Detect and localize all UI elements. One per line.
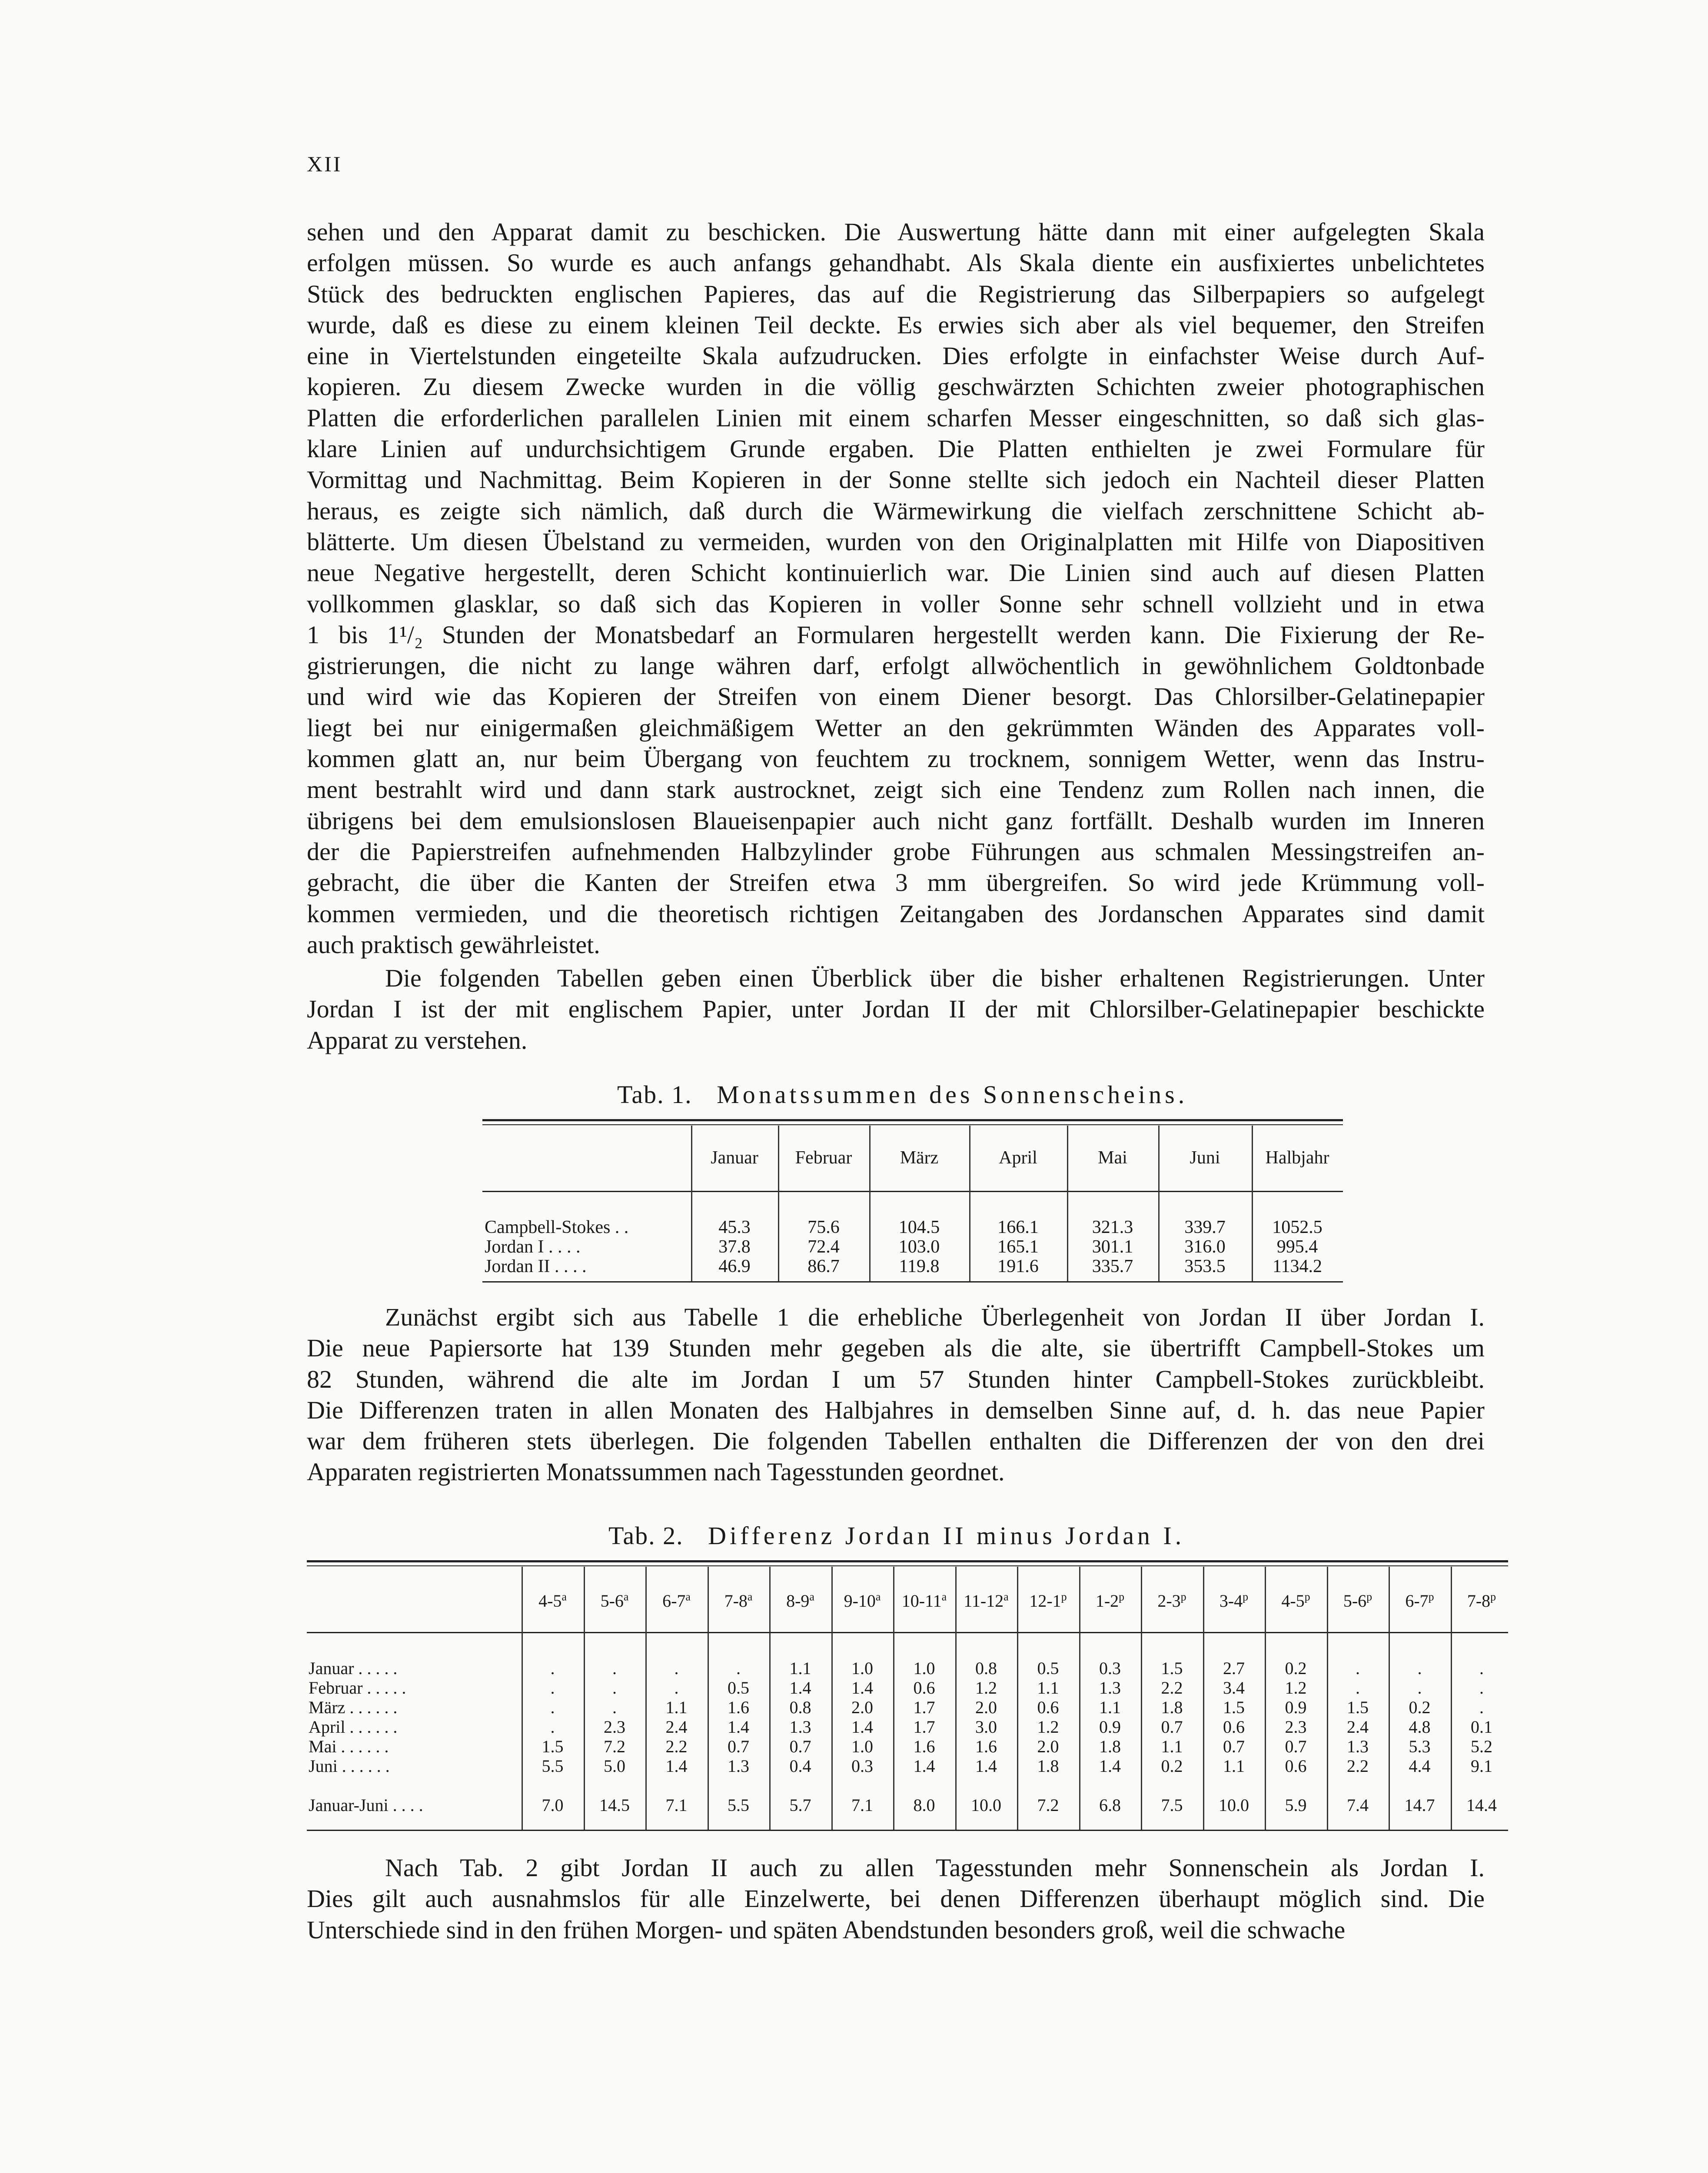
- text-line: Die neue Papiersorte hat 139 Stunden mehr gegeben als die alte, sie übertrifft Campbell-Stokes um: [307, 1334, 1485, 1362]
- hour-range: 9-10: [844, 1591, 876, 1611]
- table-cell: 2.2: [1347, 1756, 1369, 1776]
- table-cell: 1.4: [975, 1756, 997, 1776]
- table-cell: 316.0: [1184, 1237, 1226, 1257]
- column-header: [1265, 1591, 1327, 1611]
- table-cell: 0.6: [1223, 1717, 1245, 1737]
- table-cell: 1.5: [542, 1737, 564, 1756]
- table-cell: 0.6: [1037, 1698, 1059, 1717]
- table-cell: 1.3: [728, 1756, 749, 1776]
- table-cell: 2.4: [1347, 1717, 1369, 1737]
- tab1-caption-label: Tab. 1.: [617, 1080, 692, 1109]
- hour-suffix: p: [1304, 1590, 1310, 1603]
- hour-range: 3-4: [1219, 1591, 1243, 1611]
- table-cell: .: [736, 1658, 741, 1678]
- table-cell: 0.5: [728, 1678, 749, 1698]
- row-label: April . . . . . .: [309, 1717, 398, 1737]
- table-cell: 2.3: [604, 1717, 625, 1737]
- column-header: Juni: [1190, 1148, 1220, 1168]
- hour-suffix: p: [1366, 1590, 1372, 1603]
- hour-suffix: p: [1243, 1590, 1249, 1603]
- table-cell: 0.1: [1471, 1717, 1492, 1737]
- table-cell: 1.0: [851, 1737, 873, 1756]
- table-cell: 75.6: [807, 1217, 840, 1237]
- table-cell: 301.1: [1092, 1237, 1133, 1257]
- paragraph-2: [307, 963, 1485, 1056]
- table-cell: .: [612, 1698, 617, 1717]
- hour-range: 6-7: [662, 1591, 686, 1611]
- text-line: Die Differenzen traten in allen Monaten des Halbjahres in demselben Sinne auf, d. h. das neue Papier: [307, 1396, 1485, 1424]
- column-header: [1017, 1591, 1079, 1611]
- table-cell: 10.0: [971, 1795, 1001, 1815]
- column-header: Januar: [711, 1148, 758, 1168]
- table-cell: 335.7: [1092, 1256, 1133, 1276]
- text-line: Apparaten registrierten Monatssummen nach Tagesstunden geordnet.: [307, 1458, 1005, 1486]
- page-number: XII: [307, 152, 342, 176]
- table-cell: 1.5: [1223, 1698, 1245, 1717]
- table-cell: .: [1417, 1658, 1422, 1678]
- table-cell: 0.3: [851, 1756, 873, 1776]
- hour-range: 10-11: [901, 1591, 942, 1611]
- table-rule: [482, 1124, 1343, 1125]
- table-cell: 5.2: [1471, 1737, 1492, 1756]
- row-label: Februar . . . . .: [309, 1678, 406, 1698]
- table-cell: 1.6: [913, 1737, 935, 1756]
- table-cell: 2.0: [851, 1698, 873, 1717]
- table-cell: 1.7: [913, 1698, 935, 1717]
- table-cell: 0.4: [789, 1756, 811, 1776]
- table-cell: 995.4: [1276, 1237, 1318, 1257]
- table-cell: 14.7: [1404, 1795, 1435, 1815]
- table-cell: 1.8: [1037, 1756, 1059, 1776]
- table-cell: 1.5: [1347, 1698, 1369, 1717]
- text-line: Platten die erforderlichen parallelen Linien mit einem scharfen Messer eingeschnitten, so daß sich glas-: [307, 403, 1485, 432]
- hour-range: 5-6: [600, 1591, 624, 1611]
- table-rule: [307, 1560, 1508, 1562]
- table-cell: 1.4: [789, 1678, 811, 1698]
- table-cell: 7.2: [604, 1737, 625, 1756]
- table-cell: .: [1356, 1658, 1360, 1678]
- tab2-caption-title: Differenz Jordan II minus Jordan I.: [708, 1522, 1185, 1550]
- column-header: [1451, 1591, 1512, 1611]
- table-cell: 1.6: [975, 1737, 997, 1756]
- table-cell: .: [550, 1658, 555, 1678]
- table-cell: 0.2: [1285, 1658, 1307, 1678]
- text-line: Dies gilt auch ausnahmslos für alle Einzelwerte, bei denen Differenzen überhaupt möglich sind. Die: [307, 1884, 1485, 1913]
- table-cell: 1.3: [789, 1717, 811, 1737]
- table-cell: 14.5: [599, 1795, 630, 1815]
- text-line: Stück des bedruckten englischen Papieres, das auf die Registrierung das Silberpapiers so aufgelegt: [307, 279, 1485, 308]
- table-cell: 2.3: [1285, 1717, 1307, 1737]
- table-cell: 2.0: [1037, 1737, 1059, 1756]
- table-cell: 0.6: [913, 1678, 935, 1698]
- table-cell: 1.1: [1161, 1737, 1183, 1756]
- table-cell: 7.4: [1347, 1795, 1369, 1815]
- text-line: Zunächst ergibt sich aus Tabelle 1 die erhebliche Überlegenheit von Jordan II über Jordan I.: [385, 1303, 1485, 1331]
- text-line: erfolgen müssen. So wurde es auch anfangs gehandhabt. Als Skala diente ein ausfixiertes unbelichtetes: [307, 249, 1485, 277]
- table-cell: 1.3: [1099, 1678, 1121, 1698]
- text-line: Die folgenden Tabellen geben einen Überblick über die bisher erhaltenen Registrierungen. Unter: [385, 964, 1485, 992]
- table-cell: 0.9: [1099, 1717, 1121, 1737]
- table-cell: 7.1: [665, 1795, 688, 1815]
- row-label: Jordan II . . . .: [485, 1256, 587, 1276]
- table-cell: 2.2: [1161, 1678, 1183, 1698]
- table-cell: 0.7: [1285, 1737, 1307, 1756]
- row-label: Januar-Juni . . . .: [309, 1795, 423, 1815]
- table-rule: [482, 1281, 1343, 1283]
- table-cell: .: [612, 1678, 617, 1698]
- table-cell: 5.3: [1409, 1737, 1431, 1756]
- hour-range: 7-8: [1467, 1591, 1491, 1611]
- row-label: Januar . . . . .: [309, 1658, 398, 1678]
- text-line: 1 bis 1¹/₂ Stunden der Monatsbedarf an Formularen hergestellt werden kann. Die Fixierung der Re-: [307, 620, 1485, 649]
- table-cell: 1.5: [1161, 1658, 1183, 1678]
- table-cell: 1.4: [728, 1717, 749, 1737]
- table-cell: 5.7: [789, 1795, 811, 1815]
- text-line: Apparat zu verstehen.: [307, 1026, 528, 1054]
- hour-suffix: a: [685, 1590, 691, 1603]
- table-cell: 0.7: [789, 1737, 811, 1756]
- table-cell: 1.4: [913, 1756, 935, 1776]
- text-line: eine in Viertelstunden eingeteilte Skala aufzudrucken. Dies erfolgte in einfachster Weise durch Auf-: [307, 342, 1485, 370]
- hour-suffix: a: [809, 1590, 814, 1603]
- text-line: kommen glatt an, nur beim Übergang von feuchtem zu trocknem, sonnigem Wetter, wenn das Instru-: [307, 744, 1485, 773]
- column-header: [955, 1591, 1017, 1611]
- table-cell: 0.9: [1285, 1698, 1307, 1717]
- tab2-caption: [608, 1521, 1185, 1550]
- text-line: kommen vermieden, und die theoretisch richtigen Zeitangaben des Jordanschen Apparates sind damit: [307, 899, 1485, 928]
- table-cell: 7.5: [1161, 1795, 1183, 1815]
- table-cell: 0.2: [1161, 1756, 1183, 1776]
- table-cell: 0.8: [975, 1658, 997, 1678]
- column-header: Halbjahr: [1265, 1148, 1329, 1168]
- text-line: Nach Tab. 2 gibt Jordan II auch zu allen Tagesstunden mehr Sonnenschein als Jordan I.: [385, 1854, 1485, 1882]
- table-cell: 8.0: [913, 1795, 935, 1815]
- hour-suffix: a: [747, 1590, 753, 1603]
- column-header: Mai: [1098, 1148, 1127, 1168]
- table-cell: 1.4: [665, 1756, 688, 1776]
- table-cell: 5.5: [728, 1795, 749, 1815]
- table-rule: [307, 1830, 1508, 1831]
- tab2-caption-label: Tab. 2.: [608, 1522, 684, 1550]
- table-cell: 1.4: [851, 1717, 873, 1737]
- text-line: Jordan I ist der mit englischem Papier, unter Jordan II der mit Chlorsilber-Gelatinepapier beschickte: [307, 995, 1485, 1023]
- hour-range: 1-2: [1095, 1591, 1119, 1611]
- table-cell: 46.9: [718, 1256, 751, 1276]
- table-cell: 72.4: [807, 1237, 840, 1257]
- table-cell: .: [550, 1678, 555, 1698]
- table-cell: .: [1479, 1678, 1484, 1698]
- table-cell: 5.0: [604, 1756, 625, 1776]
- table-cell: .: [612, 1658, 617, 1678]
- table-cell: 1134.2: [1273, 1256, 1322, 1276]
- table-cell: 1052.5: [1272, 1217, 1323, 1237]
- tab1-caption: [617, 1080, 1188, 1109]
- table-cell: 86.7: [807, 1256, 840, 1276]
- table-cell: 1.1: [1037, 1678, 1059, 1698]
- table-cell: 1.0: [913, 1658, 935, 1678]
- text-line: übrigens bei dem emulsionslosen Blaueisenpapier auch nicht ganz fortfällt. Deshalb wurden im Inneren: [307, 806, 1485, 835]
- text-line: der die Papierstreifen aufnehmenden Halbzylinder grobe Führungen aus schmalen Messingstreifen an-: [307, 837, 1485, 866]
- text-line: blätterte. Um diesen Übelstand zu vermeiden, wurden von den Originalplatten mit Hilfe von Diapositiven: [307, 527, 1485, 556]
- table-cell: 166.1: [997, 1217, 1039, 1237]
- hour-range: 4-5: [1281, 1591, 1305, 1611]
- table-cell: 1.0: [851, 1658, 873, 1678]
- column-header: [522, 1591, 584, 1611]
- text-line: klare Linien auf undurchsichtigem Grunde ergaben. Die Platten enthielten je zwei Formulare für: [307, 435, 1485, 463]
- row-label: Campbell-Stokes . .: [485, 1217, 629, 1237]
- column-header: Februar: [795, 1148, 852, 1168]
- text-line: ment bestrahlt wird und dann stark austrocknet, zeigt sich eine Tendenz zum Rollen nach innen, die: [307, 775, 1485, 804]
- table-cell: 0.7: [728, 1737, 749, 1756]
- text-line: heraus, es zeigte sich nämlich, daß durch die Wärmewirkung die vielfach zerschnittene Schicht ab-: [307, 496, 1485, 525]
- hour-suffix: p: [1061, 1590, 1067, 1603]
- table-cell: 353.5: [1184, 1256, 1226, 1276]
- table-cell: .: [1417, 1678, 1422, 1698]
- table-cell: 1.8: [1161, 1698, 1183, 1717]
- column-header: [1079, 1591, 1141, 1611]
- table-cell: 1.3: [1347, 1737, 1369, 1756]
- table-cell: 1.2: [1037, 1717, 1059, 1737]
- row-label: März . . . . . .: [309, 1698, 398, 1717]
- table-cell: 191.6: [997, 1256, 1039, 1276]
- table-cell: 104.5: [898, 1217, 940, 1237]
- column-header: [584, 1591, 645, 1611]
- text-line: sehen und den Apparat damit zu beschicken. Die Auswertung hätte dann mit einer aufgelegten Skala: [307, 218, 1485, 246]
- text-line: wurde, daß es diese zu einem kleinen Teil deckte. Es erwies sich aber als viel bequemer, den Streifen: [307, 310, 1485, 339]
- hour-suffix: a: [623, 1590, 629, 1603]
- table-cell: .: [1479, 1698, 1484, 1717]
- hour-suffix: p: [1428, 1590, 1434, 1603]
- column-header: April: [999, 1148, 1037, 1168]
- text-line: vollkommen glasklar, so daß sich das Kopieren in voller Sonne sehr schnell vollzieht und in etwa: [307, 589, 1485, 618]
- table-rule: [307, 1565, 1508, 1566]
- table-cell: 1.1: [789, 1658, 811, 1678]
- text-line: liegt bei nur einigermaßen gleichmäßigem Wetter an den gekrümmten Wänden des Apparates voll-: [307, 713, 1485, 742]
- paragraph-3: [307, 1302, 1485, 1488]
- table-cell: 37.8: [718, 1237, 751, 1257]
- hour-range: 11-12: [964, 1591, 1004, 1611]
- table-cell: 1.1: [1099, 1698, 1121, 1717]
- text-line: auch praktisch gewährleistet.: [307, 930, 600, 959]
- row-label: Juni . . . . . .: [309, 1756, 390, 1776]
- table-cell: 1.2: [1285, 1678, 1307, 1698]
- table-cell: 45.3: [718, 1217, 751, 1237]
- hour-range: 8-9: [786, 1591, 810, 1611]
- paragraph-1: [307, 216, 1485, 960]
- column-header: [831, 1591, 893, 1611]
- table-cell: 1.1: [1223, 1756, 1245, 1776]
- table-rule: [482, 1191, 1343, 1192]
- hour-range: 12-1: [1029, 1591, 1061, 1611]
- table-cell: 2.7: [1223, 1658, 1245, 1678]
- tab1-caption-title: Monatssummen des Sonnenscheins.: [717, 1080, 1188, 1109]
- table-cell: 1.7: [913, 1717, 935, 1737]
- hour-suffix: p: [1180, 1590, 1186, 1603]
- table-cell: 6.8: [1099, 1795, 1121, 1815]
- table-cell: .: [1356, 1678, 1360, 1698]
- table-cell: .: [550, 1698, 555, 1717]
- table-cell: .: [550, 1717, 555, 1737]
- text-line: neue Negative hergestellt, deren Schicht kontinuierlich war. Die Linien sind auch auf diesen Platten: [307, 558, 1485, 587]
- paragraph-4: [307, 1852, 1485, 1945]
- table-cell: 321.3: [1092, 1217, 1133, 1237]
- hour-range: 4-5: [538, 1591, 562, 1611]
- column-header: [1141, 1591, 1203, 1611]
- table-cell: 2.0: [975, 1698, 997, 1717]
- table-cell: 9.1: [1471, 1756, 1492, 1776]
- table-cell: 0.6: [1285, 1756, 1307, 1776]
- table-cell: 1.4: [1099, 1756, 1121, 1776]
- hour-suffix: a: [1004, 1590, 1009, 1603]
- table-cell: .: [674, 1678, 679, 1698]
- text-line: und wird wie das Kopieren der Streifen von einem Diener besorgt. Das Chlorsilber-Gelatinepapier: [307, 682, 1485, 711]
- table-cell: 1.4: [851, 1678, 873, 1698]
- text-line: gebracht, die über die Kanten der Streifen etwa 3 mm übergreifen. So wird jede Krümmung voll-: [307, 868, 1485, 897]
- table-cell: 4.8: [1409, 1717, 1431, 1737]
- text-line: war dem früheren stets überlegen. Die folgenden Tabellen enthalten die Differenzen der von den drei: [307, 1427, 1485, 1455]
- table-cell: 103.0: [898, 1237, 940, 1257]
- text-line: Vormittag und Nachmittag. Beim Kopieren in der Sonne stellte sich jedoch ein Nachteil dieser Platten: [307, 465, 1485, 494]
- table-rule: [482, 1119, 1343, 1121]
- table-cell: 165.1: [997, 1237, 1039, 1257]
- table-cell: 0.3: [1099, 1658, 1121, 1678]
- column-header: [645, 1591, 708, 1611]
- table-cell: 0.7: [1223, 1737, 1245, 1756]
- hour-suffix: a: [941, 1590, 947, 1603]
- hour-range: 6-7: [1405, 1591, 1429, 1611]
- table-cell: 1.1: [665, 1698, 688, 1717]
- text-line: kopieren. Zu diesem Zwecke wurden in die völlig geschwärzten Schichten zweier photographischen: [307, 372, 1485, 401]
- column-header: [1327, 1591, 1389, 1611]
- column-header: März: [900, 1148, 939, 1168]
- table-cell: 2.4: [665, 1717, 688, 1737]
- table-cell: 119.8: [899, 1256, 940, 1276]
- column-header: [769, 1591, 831, 1611]
- table-cell: 3.4: [1223, 1678, 1245, 1698]
- text-line: Unterschiede sind in den frühen Morgen- und späten Abendstunden besonders groß, weil die schwache: [307, 1915, 1346, 1944]
- table-cell: 5.9: [1285, 1795, 1307, 1815]
- table-cell: 1.8: [1099, 1737, 1121, 1756]
- table-cell: 0.5: [1037, 1658, 1059, 1678]
- table-cell: 2.2: [665, 1737, 688, 1756]
- column-header: [893, 1591, 955, 1611]
- hour-range: 7-8: [724, 1591, 748, 1611]
- table-cell: 10.0: [1219, 1795, 1249, 1815]
- table-cell: 7.2: [1037, 1795, 1059, 1815]
- table-cell: 5.5: [542, 1756, 564, 1776]
- row-label: Jordan I . . . .: [485, 1237, 581, 1257]
- table-cell: 0.2: [1409, 1698, 1431, 1717]
- table-cell: .: [674, 1658, 679, 1678]
- text-line: 82 Stunden, während die alte im Jordan I um 57 Stunden hinter Campbell-Stokes zurückbleibt.: [307, 1365, 1485, 1393]
- column-header: [1203, 1591, 1265, 1611]
- table-cell: 14.4: [1466, 1795, 1497, 1815]
- hour-suffix: p: [1119, 1590, 1125, 1603]
- hour-suffix: p: [1490, 1590, 1496, 1603]
- table-cell: 0.7: [1161, 1717, 1183, 1737]
- hour-range: 5-6: [1343, 1591, 1367, 1611]
- table-cell: 7.1: [851, 1795, 873, 1815]
- table-cell: 7.0: [542, 1795, 564, 1815]
- table-cell: 339.7: [1184, 1217, 1226, 1237]
- table-cell: 1.6: [728, 1698, 749, 1717]
- table-cell: 0.8: [789, 1698, 811, 1717]
- table-cell: .: [1479, 1658, 1484, 1678]
- column-header: [1389, 1591, 1451, 1611]
- text-line: gistrierungen, die nicht zu lange währen darf, erfolgt allwöchentlich in gewöhnlichem Goldtonbade: [307, 651, 1485, 680]
- hour-suffix: a: [875, 1590, 881, 1603]
- table-cell: 3.0: [975, 1717, 997, 1737]
- column-header: [708, 1591, 769, 1611]
- table-cell: 4.4: [1409, 1756, 1431, 1776]
- hour-range: 2-3: [1157, 1591, 1181, 1611]
- table-cell: 1.2: [975, 1678, 997, 1698]
- hour-suffix: a: [562, 1590, 567, 1603]
- row-label: Mai . . . . . .: [309, 1737, 389, 1756]
